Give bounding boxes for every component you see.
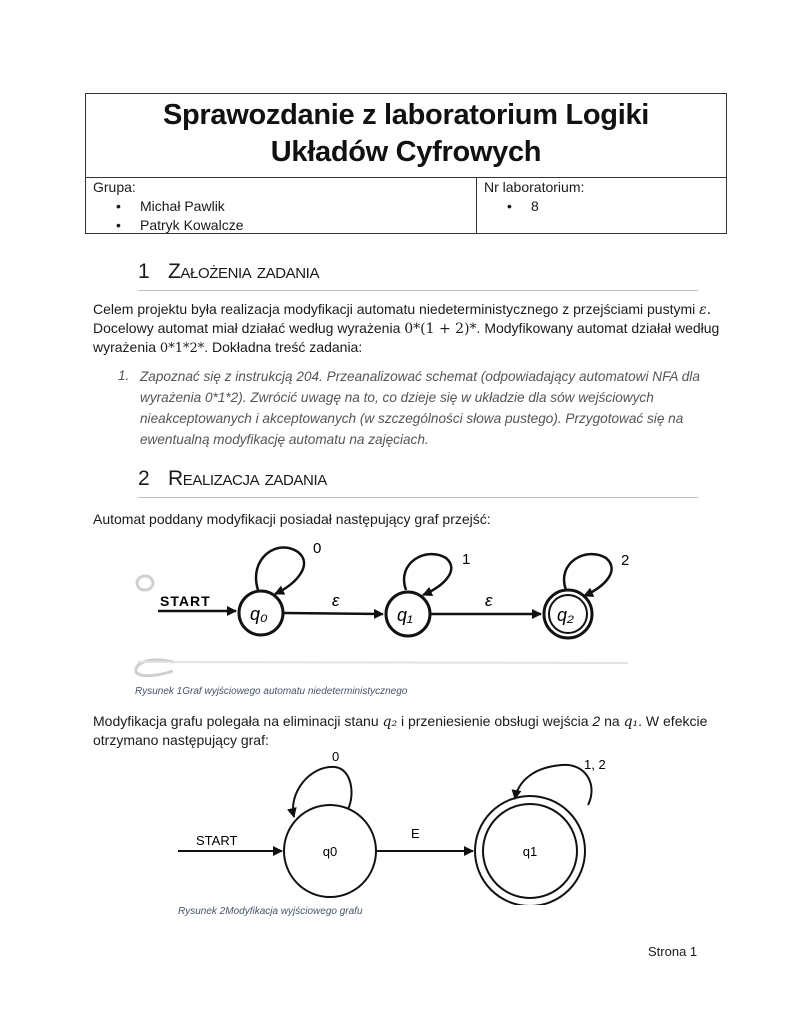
state-label: q₁ — [397, 605, 413, 625]
member-name: Michał Pawlik — [140, 198, 225, 214]
text: Celem projektu była realizacja modyfikacji automatu niedeterministycznego z przejściami pustymi — [93, 301, 696, 317]
report-title-line1: Sprawozdanie z laboratorium Logiki — [162, 99, 650, 131]
bullet-icon: • — [507, 198, 512, 214]
group-cell — [86, 177, 477, 233]
state-label: q1 — [522, 844, 538, 859]
scan-artifact — [138, 662, 628, 663]
state-symbol-q1: q₁ — [623, 714, 639, 730]
text: Modyfikacja grafu polegała na eliminacji stanu — [93, 713, 379, 729]
figure-1-caption: Rysunek 1Graf wyjściowego automatu niedeterministycznego — [135, 686, 408, 697]
self-loop-q0 — [293, 767, 352, 817]
text: Docelowy automat miał działać według wyrażenia — [93, 320, 401, 336]
modification-paragraph-line1 — [93, 712, 707, 733]
text: . W efekcie — [638, 713, 708, 729]
lab-cell — [476, 177, 726, 233]
group-label: Grupa: — [93, 179, 136, 195]
epsilon-symbol: ε. — [699, 302, 712, 318]
intro-paragraph-line2 — [93, 319, 719, 340]
bullet-icon: • — [116, 217, 121, 233]
self-loop-q1 — [404, 554, 451, 595]
intro-paragraph-line3 — [93, 338, 362, 359]
intro-paragraph-line1 — [93, 300, 711, 321]
loop-label: 0 — [332, 749, 340, 764]
text: i przeniesienie obsługi wejścia — [400, 713, 589, 729]
figure-1-automaton-diagram — [128, 538, 638, 683]
text: . Modyfikowany automat działał według — [476, 320, 720, 336]
figure-2-automaton-diagram — [170, 745, 650, 905]
lab-number: 8 — [531, 198, 539, 214]
task-number: 1. — [118, 368, 130, 383]
scan-artifact — [137, 576, 153, 590]
state-label: q₂ — [557, 605, 574, 625]
expression: 0*1*2* — [159, 341, 205, 356]
task-line: nieakceptowanych i akceptowanych (w szczególności słowa pustego). Przygotować się na — [140, 411, 684, 426]
loop-label: 2 — [621, 552, 630, 569]
self-loop-q1 — [515, 765, 592, 805]
start-label: START — [196, 833, 238, 848]
member-name: Patryk Kowalcze — [140, 217, 244, 233]
section-number: 1 — [138, 260, 150, 283]
section-title: Założenia zadania — [168, 260, 320, 283]
loop-label: 1, 2 — [584, 757, 606, 772]
figure-2-caption: Rysunek 2Modyfikacja wyjściowego grafu — [178, 906, 363, 917]
section-number: 2 — [138, 467, 150, 490]
report-title-line2: Układów Cyfrowych — [270, 136, 542, 168]
section-1-heading — [138, 260, 698, 291]
section-2-heading — [138, 467, 698, 498]
loop-label: 1 — [462, 551, 471, 568]
loop-label: 0 — [313, 540, 322, 557]
start-label: START — [160, 593, 211, 609]
state-label: q₀ — [250, 604, 268, 624]
task-line: ewentualną modyfikację automatu na zajęciach. — [140, 432, 429, 447]
state-label: q0 — [322, 844, 338, 859]
section-title: Realizacja zadania — [168, 467, 327, 490]
transition-q0-q1 — [284, 613, 383, 614]
bullet-icon: • — [116, 198, 121, 214]
state-symbol-q2: q₂ — [382, 714, 398, 730]
transition-label: ε — [332, 591, 340, 610]
text: wyrażenia — [93, 339, 157, 355]
self-loop-q0 — [256, 547, 304, 594]
header-table — [85, 93, 727, 234]
task-line: Zapoznać się z instrukcją 204. Przeanalizować schemat (odpowiadający automatowi NFA dla — [140, 369, 700, 384]
text: na — [604, 713, 620, 729]
transition-label: E — [411, 826, 420, 841]
section-2-intro: Automat poddany modyfikacji posiadał następujący graf przejść: — [93, 511, 491, 527]
text: . Dokładna treść zadania: — [204, 339, 363, 355]
title-cell — [86, 94, 726, 178]
modification-paragraph-line2: otrzymano następujący graf: — [93, 732, 269, 748]
expression: 0*(1 + 2)* — [404, 321, 477, 337]
transition-label: ε — [485, 591, 493, 610]
lab-label: Nr laboratorium: — [484, 179, 585, 195]
task-line: wyrażenia 0*1*2). Zwrócić uwagę na to, co dzieje się w układzie dla sów wejściowych — [140, 390, 654, 405]
page-number: Strona 1 — [648, 944, 698, 959]
input-symbol: 2 — [592, 713, 601, 729]
